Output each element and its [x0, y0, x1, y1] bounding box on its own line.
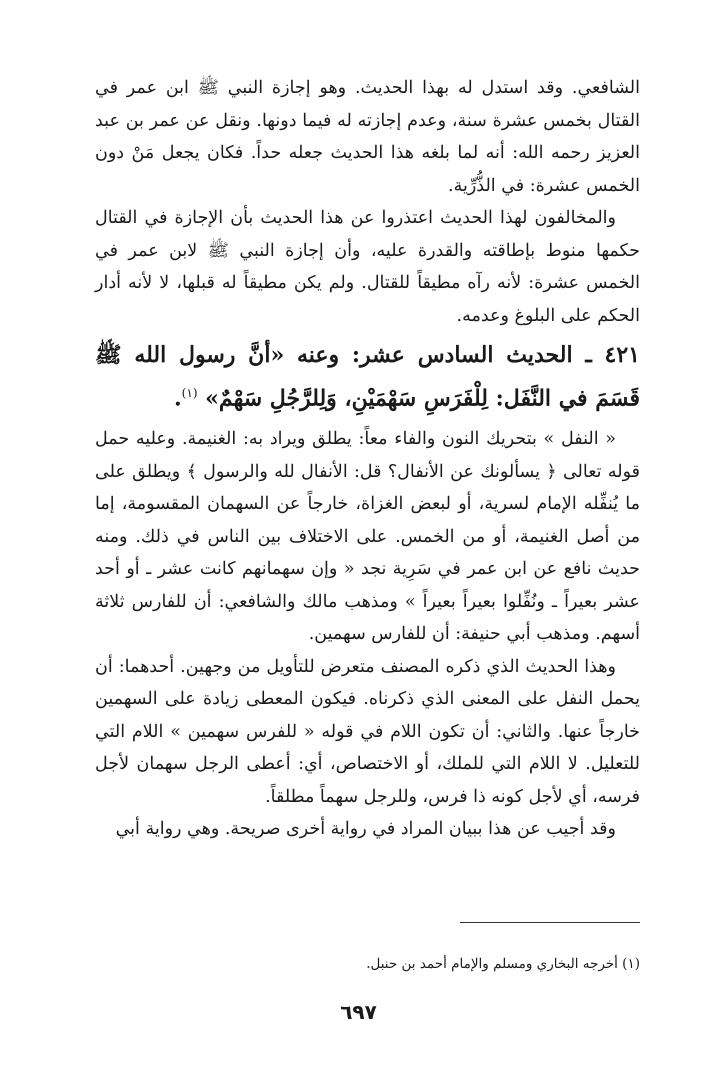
page-body: [95, 72, 640, 846]
paragraph-3: « النفل » بتحريك النون والفاء معاً: يطلق ويراد به: الغنيمة. وعليه حمل قوله تعالى ﴿ يسألونك عن الأنفال؟ قل: الأنفال لله والرسول ﴾ ويطلق على ما يُنفِّله الإمام لسرية، أو لبعض الغزاة، خارجاً عن السهمان المقسومة، إما من أصل الغنيمة، أو من الخمس. على الاختلاف بين الناس في ذلك. ومنه حديث نافع عن ابن عمر في سَرِية نجد « وإن سهمانهم كانت عشر ـ أو أحد عشر بعيراً ـ ونُفِّلوا بعيراً بعيراً » ومذهب مالك والشافعي: أن للفارس ثلاثة أسهم. ومذهب أبي حنيفة: أن للفارس سهمين.: [95, 429, 640, 645]
footnote: (١) أخرجه البخاري ومسلم والإمام أحمد بن حنبل.: [366, 956, 640, 972]
paragraph-1: الشافعي. وقد استدل له بهذا الحديث. وهو إجازة النبي ﷺ ابن عمر في القتال بخمس عشرة سنة، وعدم إجازته له فيما دونها. ونقل عن عمر بن عبد العزيز رحمه الله: أنه لما بلغه هذا الحديث جعله حداً. فكان يجعل مَنْ دون الخمس عشرة: في الذُّرِّية.: [95, 78, 640, 196]
footnote-reference[interactable]: (١): [181, 386, 198, 400]
paragraph-5: وقد أجيب عن هذا ببيان المراد في رواية أخرى صريحة. وهي رواية أبي: [115, 819, 616, 840]
hadith-text: ٤٢١ ـ الحديث السادس عشر: وعنه «أنَّ رسول الله ﷺ قَسَمَ في النَّفَل: لِلْفَرَسِ سَهْمَيْنِ، وَلِلرَّجُلِ سَهْمٌ»: [95, 342, 640, 412]
page-number: ٦٩٧: [340, 1000, 377, 1024]
paragraph-4: وهذا الحديث الذي ذكره المصنف متعرض للتأويل من وجهين. أحدهما: أن يحمل النفل على المعنى الذي ذكرناه. فيكون المعطى زيادة على السهمين خارجاً عنها. والثاني: أن تكون اللام في قوله « للفرس سهمين » اللام التي للتعليل. لا اللام التي للملك، أو الاختصاص، أي: أعطى الرجل سهمان لأجل فرسه، أي لأجل كونه ذا فرس، وللرجل سهماً مطلقاً.: [95, 656, 640, 807]
hadith-heading: ٤٢١ ـ الحديث السادس عشر: وعنه «أنَّ رسول الله ﷺ قَسَمَ في النَّفَل: لِلْفَرَسِ سَهْمَيْنِ، وَلِلرَّجُلِ سَهْمٌ» $^{(١)}$.: [95, 342, 640, 412]
footnote-divider: [460, 922, 640, 923]
paragraph-2: والمخالفون لهذا الحديث اعتذروا عن هذا الحديث بأن الإجازة في القتال حكمها منوط بإطاقته والقدرة عليه، وأن إجازة النبي ﷺ لابن عمر في الخمس عشرة: لأنه رآه مطيقاً للقتال. ولم يكن مطيقاً له قبلها، لا لأنه أدار الحكم على البلوغ وعدمه.: [95, 208, 640, 326]
